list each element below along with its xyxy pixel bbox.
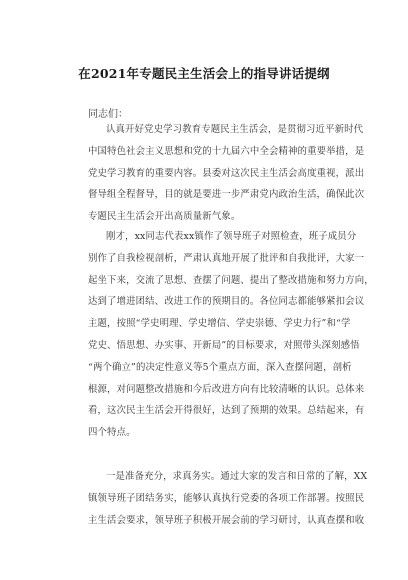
text-line: 主题，按照“学史明理、学史增信、学史崇德、学史力行”和“学: [88, 318, 351, 330]
text-line: 认真开好党史学习教育专题民主生活会，是贯彻习近平新时代: [106, 124, 364, 135]
text-line: 起坐下来，交流了思想、查摆了问题、提出了整改措施和努力方向，: [88, 274, 374, 286]
text-line: 主生活会要求，领导班子积极开展会前的学习研讨，认真查摆和收: [88, 514, 365, 526]
text-line: 别作了自我检视剖析，严肃认真地开展了批评和自我批评，大家一: [88, 252, 365, 264]
paragraph-3: [88, 466, 368, 531]
salutation: 同志们：: [88, 109, 128, 120]
text-line: 中国特色社会主义思想和党的十九届六中全会精神的重要举措，是: [88, 145, 365, 157]
text-line: 达到了增进团结、改进工作的预期目的。各位同志都能够紧扣会议: [88, 296, 365, 308]
text-line: “两个确立”的决定性意义等5个重点方面，深入查摆问题，剖析: [88, 361, 352, 373]
text-line: 镇领导班子团结务实，能够认真执行党委的各项工作部署。按照民: [88, 492, 365, 504]
text-line: 根源，对问题整改措施和今后改进方向有比较清晰的认识。总体来: [88, 383, 365, 395]
document-title: 在2021年专题民主生活会上的指导讲话提纲: [78, 66, 330, 81]
text-line: 刚才，xx同志代表xx镇作了领导班子对照检查，班子成员分: [106, 231, 357, 242]
paragraph-1: [88, 119, 365, 228]
paragraph-2: [88, 226, 374, 444]
text-line: 看，这次民主生活会开得很好，达到了预期的效果。总结起来，有: [88, 405, 365, 417]
text-line: 四个特点。: [88, 427, 136, 439]
text-line: 专题民主生活会开出高质量新气象。: [88, 211, 241, 223]
text-line: 一是准备充分，求真务实。通过大家的发言和日常的了解，XX: [106, 471, 368, 482]
text-line: 党史、悟思想、办实事、开新局”的目标要求，对照带头深刻感悟: [88, 339, 360, 351]
text-line: 党史学习教育的重要内容。县委对这次民主生活会高度重视，派出: [88, 167, 365, 179]
text-line: 督导组全程督导，目的就是要进一步严肃党内政治生活，确保此次: [88, 189, 365, 201]
